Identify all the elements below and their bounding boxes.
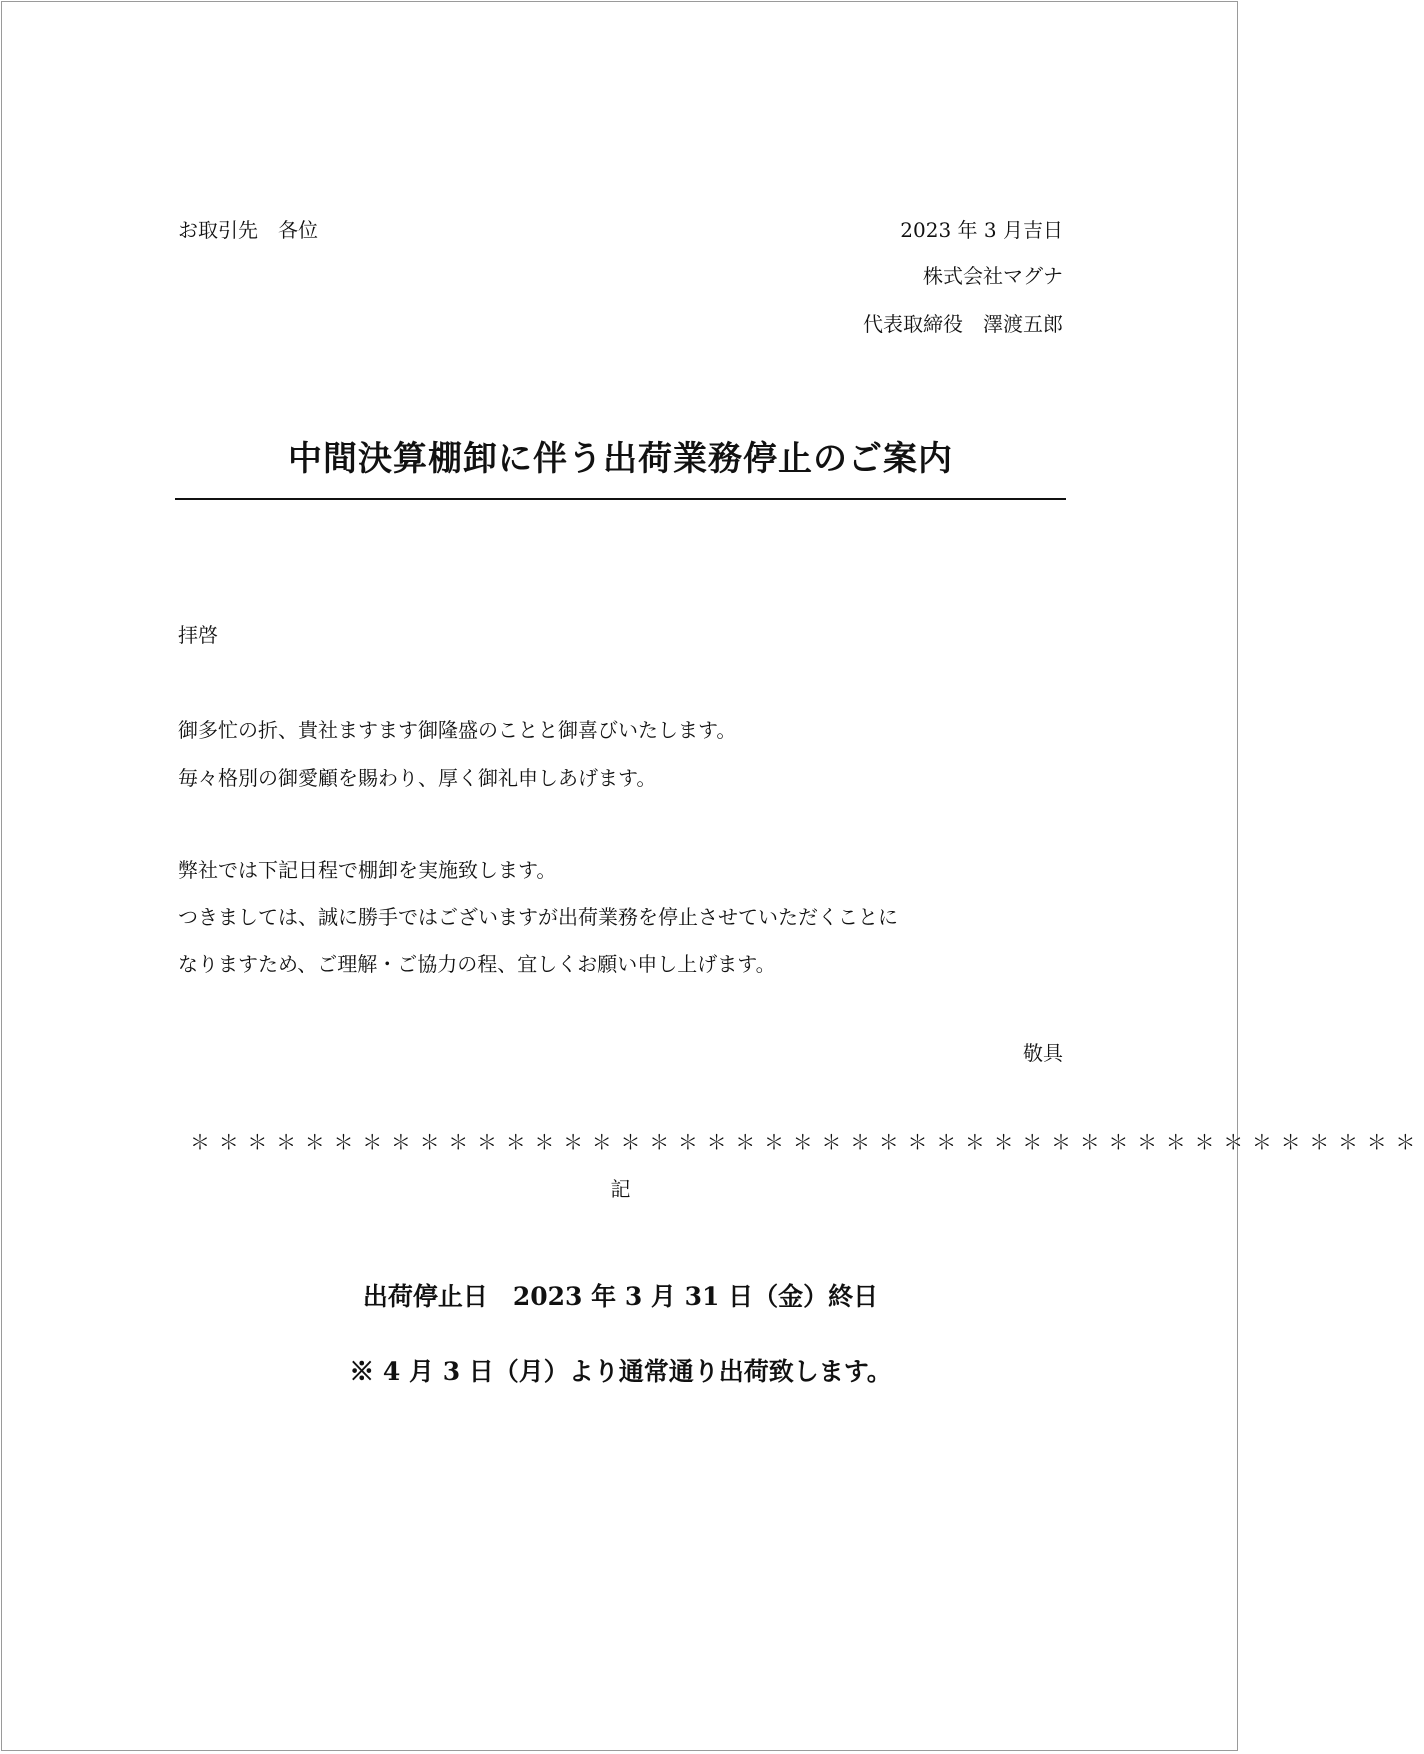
greeting-line-1: 御多忙の折、貴社ますます御隆盛のことと御喜びいたします。 <box>178 718 737 742</box>
company-name: 株式会社マグナ <box>923 264 1063 288</box>
shipping-stop-date: 出荷停止日 2023 年 3 月 31 日（金）終日 <box>362 1282 879 1311</box>
title-underline <box>175 498 1066 500</box>
notice-line-1: 弊社では下記日程で棚卸を実施致します。 <box>178 858 557 882</box>
notice-line-2: つきましては、誠に勝手ではございますが出荷業務を停止させていただくことに <box>178 905 898 929</box>
page-title: 中間決算棚卸に伴う出荷業務停止のご案内 <box>288 439 953 479</box>
representative: 代表取締役 澤渡五郎 <box>863 312 1063 336</box>
notice-line-3: なりますため、ご理解・ご協力の程、宜しくお願い申し上げます。 <box>178 952 776 976</box>
resume-note: ※ 4 月 3 日（月）より通常通り出荷致します。 <box>349 1357 892 1386</box>
closing-salutation: 敬具 <box>1023 1041 1063 1065</box>
document-date: 2023 年 3 月吉日 <box>900 218 1063 242</box>
opening-salutation: 拝啓 <box>178 623 218 647</box>
greeting-line-2: 毎々格別の御愛顧を賜わり、厚く御礼申しあげます。 <box>178 766 657 790</box>
recipient: お取引先 各位 <box>178 218 318 242</box>
ki-heading: 記 <box>610 1177 631 1201</box>
separator-stars: ＊＊＊＊＊＊＊＊＊＊＊＊＊＊＊＊＊＊＊＊＊＊＊＊＊＊＊＊＊＊＊＊＊＊＊＊＊＊＊＊＊＊＊ <box>190 1130 1424 1154</box>
